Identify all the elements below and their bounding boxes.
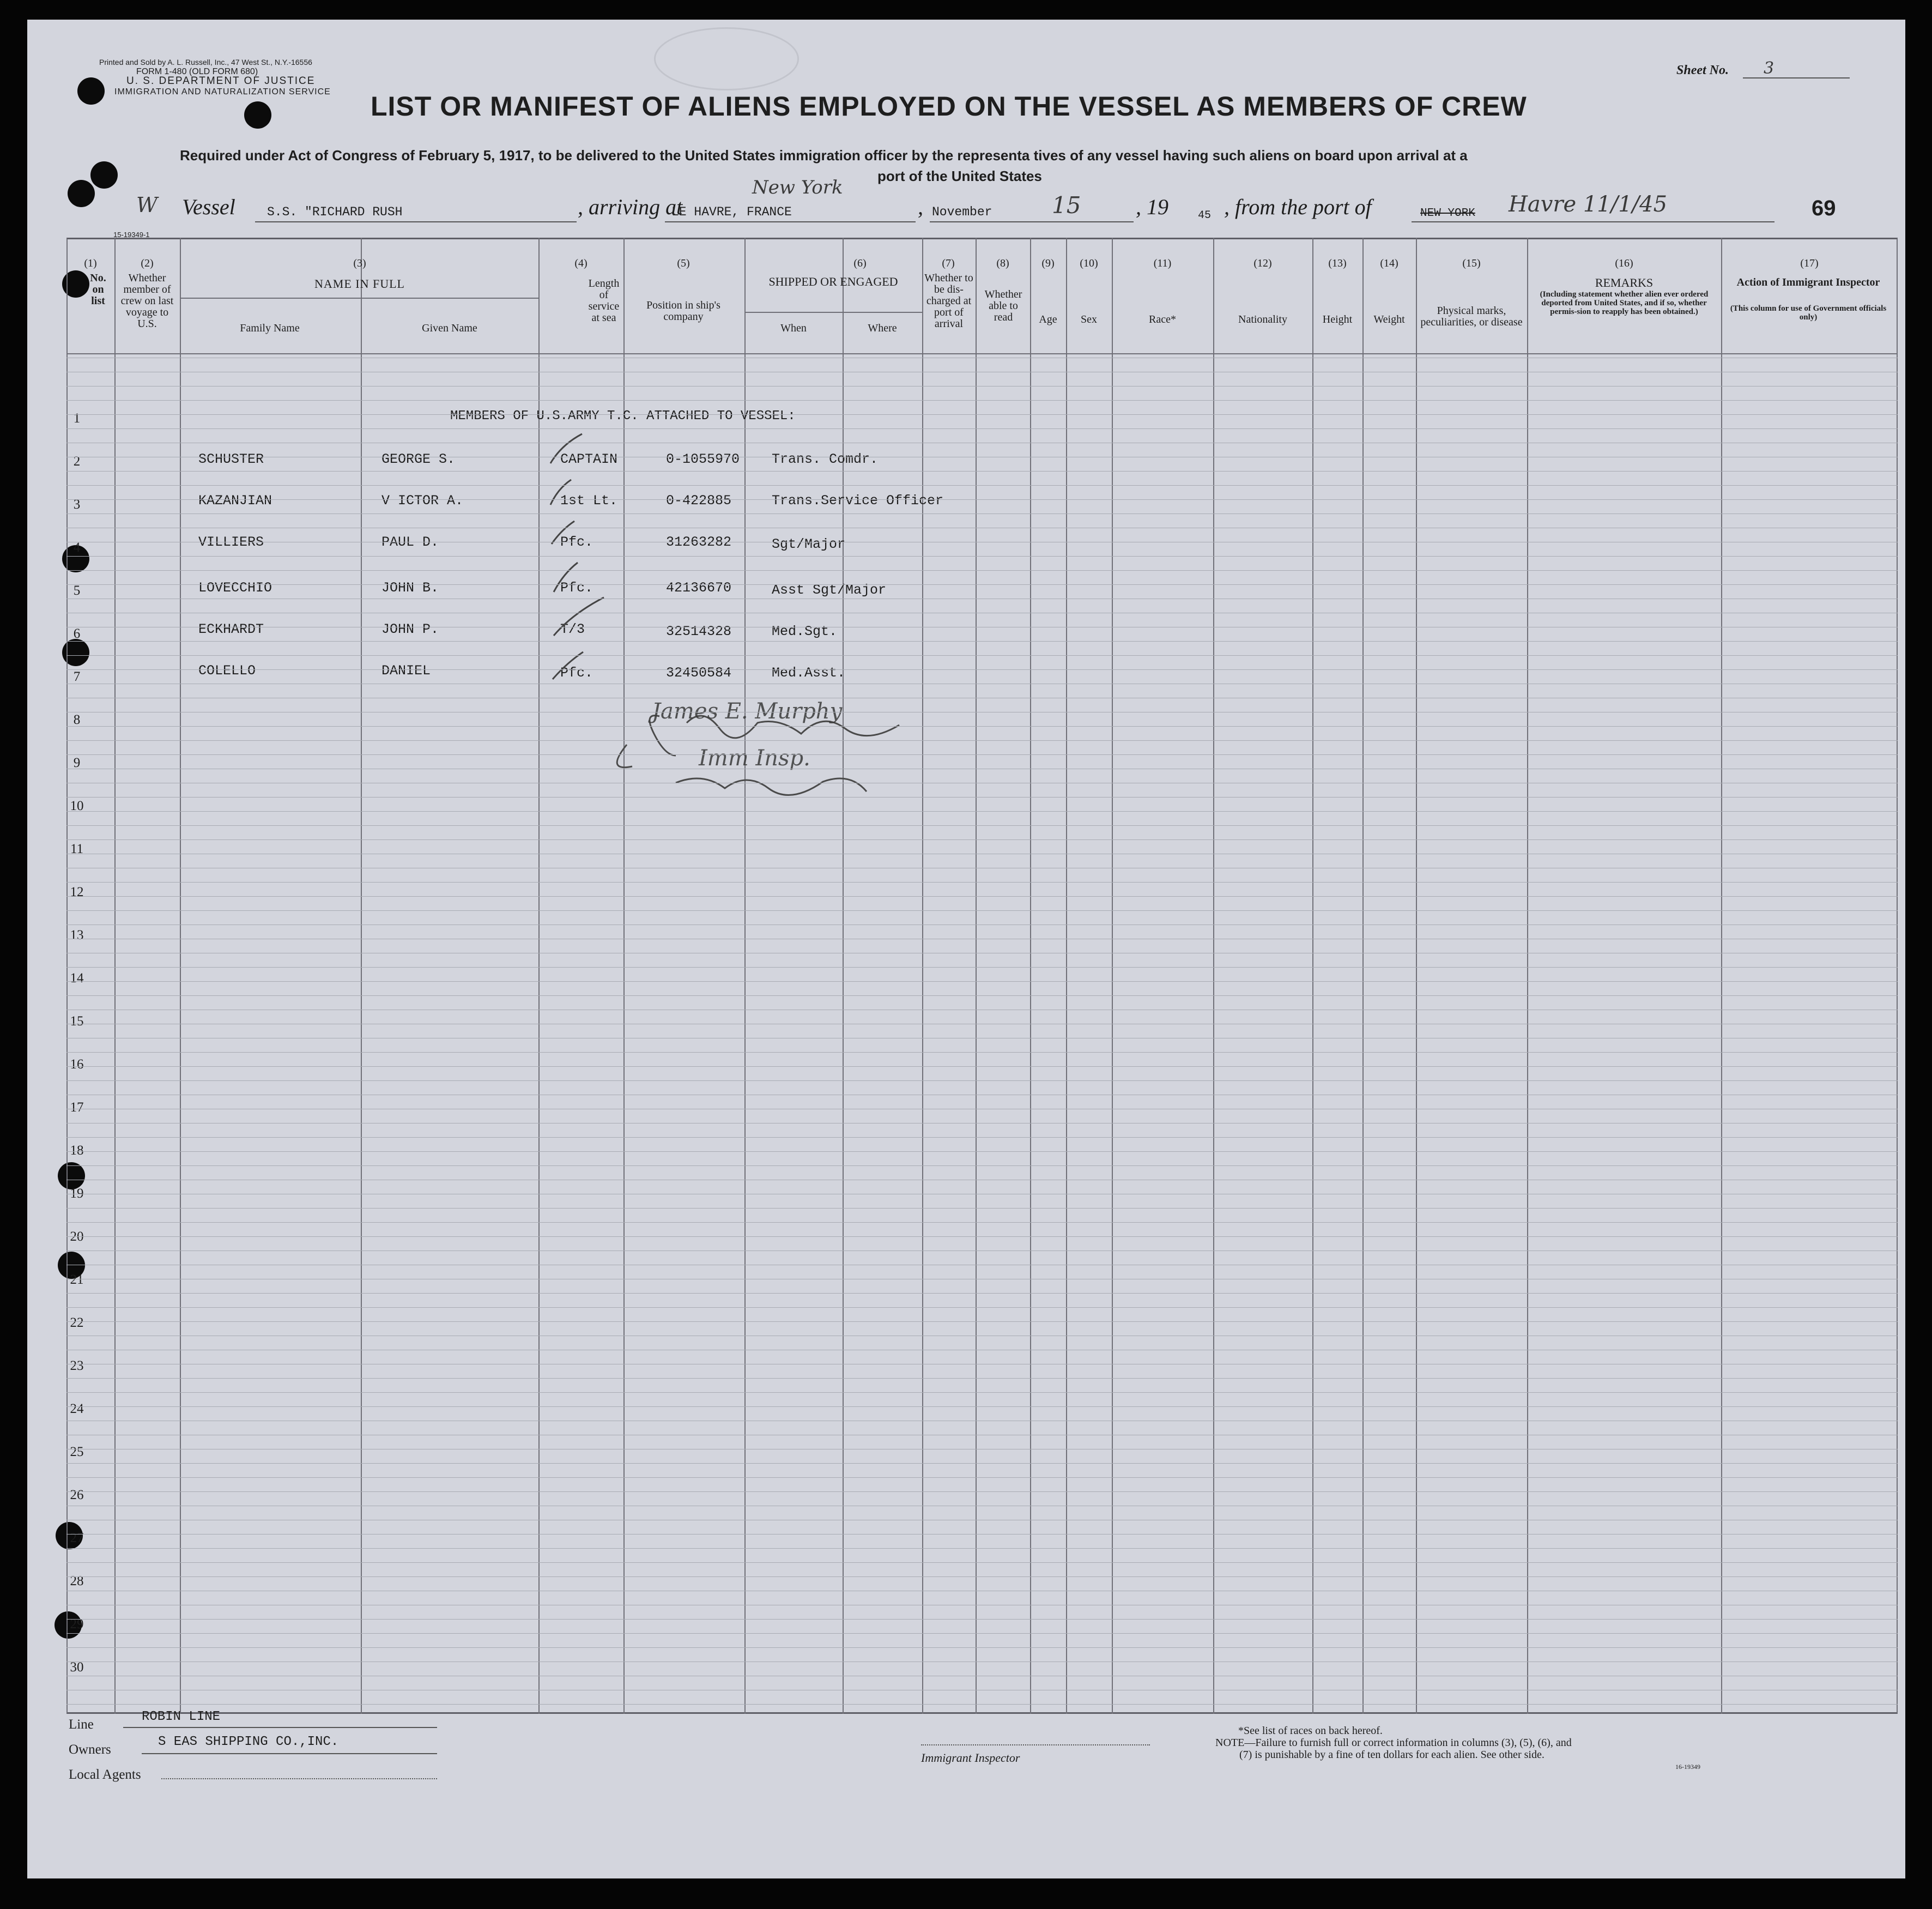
crew-position: Sgt/Major bbox=[772, 536, 846, 552]
col-17-number: (17) bbox=[1800, 257, 1819, 269]
col-3-number: (3) bbox=[353, 257, 366, 269]
ruled-line bbox=[66, 967, 1898, 968]
col-3-family-name: Family Name bbox=[240, 322, 300, 334]
ruled-line bbox=[66, 1647, 1898, 1648]
row-number: 17 bbox=[70, 1100, 84, 1115]
row-number: 23 bbox=[70, 1358, 84, 1373]
row-number: 8 bbox=[73, 712, 81, 727]
ruled-line bbox=[66, 1307, 1898, 1308]
footer-form-number: 16-19349 bbox=[1675, 1763, 1700, 1771]
col-12-label: Nationality bbox=[1238, 313, 1287, 325]
col-6-where: Where bbox=[868, 322, 897, 334]
ruled-line bbox=[66, 1548, 1898, 1549]
ruled-line bbox=[66, 726, 1898, 727]
row-number: 1 bbox=[73, 411, 81, 426]
row-number: 30 bbox=[70, 1660, 84, 1675]
section-heading: MEMBERS OF U.S.ARMY T.C. ATTACHED TO VESSEL: bbox=[450, 409, 796, 424]
row-number: 21 bbox=[70, 1272, 84, 1287]
form-number: FORM 1-480 (OLD FORM 680) bbox=[136, 67, 258, 76]
printer-info: Printed and Sold by A. L. Russell, Inc., 47 West St., N.Y.-16556 bbox=[99, 58, 312, 67]
col-9-number: (9) bbox=[1041, 257, 1055, 269]
crew-given-name: GEORGE S. bbox=[381, 451, 456, 467]
ruled-line bbox=[66, 811, 1898, 812]
arrival-year: 45 bbox=[1198, 209, 1212, 222]
crew-serial: 31263282 bbox=[666, 534, 732, 550]
crew-serial: 0-1055970 bbox=[666, 451, 740, 467]
row-number: 6 bbox=[73, 626, 81, 641]
ruled-line bbox=[66, 754, 1898, 755]
row-number: 25 bbox=[70, 1445, 84, 1459]
arriving-port: LE HAVRE, FRANCE bbox=[671, 205, 792, 219]
row-number: 20 bbox=[70, 1229, 84, 1244]
ruled-line bbox=[66, 1704, 1898, 1705]
ruled-line bbox=[66, 1534, 1898, 1535]
ruled-line bbox=[66, 584, 1898, 585]
crew-serial: 0-422885 bbox=[666, 493, 732, 509]
crew-family-name: VILLIERS bbox=[198, 534, 264, 550]
col-12-number: (12) bbox=[1253, 257, 1272, 269]
form-code: 15-19349-1 bbox=[113, 231, 150, 239]
pencil-check-marks bbox=[540, 423, 638, 706]
crew-given-name: V ICTOR A. bbox=[381, 493, 464, 509]
ruled-line bbox=[66, 740, 1898, 741]
ruled-line bbox=[66, 1236, 1898, 1237]
col-16-note: (Including statement whether alien ever ordered deported from United States, and if so, whether permis-sion to reapply has been obtained.) bbox=[1540, 290, 1709, 316]
penalty-note-line-2: (7) is punishable by a fine of ten dollars for each alien. See other side. bbox=[1239, 1749, 1545, 1761]
crew-position: Trans. Comdr. bbox=[772, 451, 879, 467]
ruled-line bbox=[66, 1080, 1898, 1081]
row-number: 3 bbox=[73, 497, 81, 512]
ruled-line bbox=[66, 1463, 1898, 1464]
manifest-table bbox=[66, 238, 1898, 1714]
col-14-label: Weight bbox=[1373, 313, 1405, 325]
requirement-line-1: Required under Act of Congress of February 5, 1917, to be delivered to the United States immigration officer by the representa tives of any vessel having such aliens on board upon arrival at a bbox=[180, 147, 1468, 164]
ruled-line bbox=[66, 570, 1898, 571]
ruled-line bbox=[66, 1165, 1898, 1166]
col-13-label: Height bbox=[1322, 313, 1353, 325]
col-3-label: NAME IN FULL bbox=[314, 277, 405, 291]
from-port-handwritten: Havre 11/1/45 bbox=[1509, 192, 1668, 217]
arriving-handwritten: New York bbox=[752, 177, 843, 198]
binder-hole bbox=[244, 101, 271, 129]
ruled-line bbox=[66, 556, 1898, 557]
ruled-line bbox=[66, 1633, 1898, 1634]
col-8-number: (8) bbox=[996, 257, 1009, 269]
ruled-line bbox=[66, 1406, 1898, 1407]
ruled-line bbox=[66, 882, 1898, 883]
crew-family-name: KAZANJIAN bbox=[198, 493, 272, 509]
col-1-number: (1) bbox=[84, 257, 97, 269]
col-7-number: (7) bbox=[942, 257, 955, 269]
year-prefix: , 19 bbox=[1136, 195, 1168, 219]
crew-given-name: JOHN B. bbox=[381, 580, 439, 596]
ruled-line bbox=[66, 669, 1898, 670]
local-agents-label: Local Agents bbox=[69, 1767, 141, 1782]
crew-rank: 1st Lt. bbox=[560, 493, 618, 509]
ruled-line bbox=[66, 1576, 1898, 1577]
col-7-label: Whether to be dis-charged at port of arrival bbox=[924, 272, 973, 330]
crew-rank: Pfc. bbox=[560, 534, 593, 550]
ruled-line bbox=[66, 1137, 1898, 1138]
col-17-note: (This column for use of Government officials only) bbox=[1730, 304, 1887, 322]
row-number: 18 bbox=[70, 1143, 84, 1158]
col-15-label: Physical marks, peculiarities, or disease bbox=[1420, 305, 1523, 328]
col-5-label: Position in ship's company bbox=[646, 299, 720, 323]
row-number: 11 bbox=[70, 842, 84, 856]
requirement-line-2: port of the United States bbox=[877, 168, 1042, 184]
ruled-line bbox=[66, 995, 1898, 996]
row-number: 26 bbox=[70, 1488, 84, 1502]
ruled-line bbox=[66, 1392, 1898, 1393]
faint-stamp bbox=[654, 27, 799, 90]
crew-rank: Pfc. bbox=[560, 580, 593, 596]
crew-family-name: LOVECCHIO bbox=[198, 580, 272, 596]
sheet-number: 3 bbox=[1764, 59, 1774, 78]
binder-hole bbox=[77, 77, 105, 105]
col-4-label: Length of service at sea bbox=[588, 277, 620, 324]
binder-hole bbox=[68, 180, 95, 207]
binder-hole bbox=[90, 161, 118, 189]
col-14-number: (14) bbox=[1380, 257, 1398, 269]
col-4-number: (4) bbox=[574, 257, 588, 269]
crew-rank: CAPTAIN bbox=[560, 451, 618, 467]
department-name: U. S. DEPARTMENT OF JUSTICE bbox=[126, 75, 316, 87]
col-17-label: Action of Immigrant Inspector bbox=[1736, 276, 1880, 288]
owners-label: Owners bbox=[69, 1742, 111, 1757]
col-16-number: (16) bbox=[1615, 257, 1633, 269]
row-number: 15 bbox=[70, 1014, 84, 1029]
ruled-line bbox=[66, 1052, 1898, 1053]
crew-serial: 42136670 bbox=[666, 580, 732, 596]
line-value: ROBIN LINE bbox=[142, 1709, 221, 1724]
vessel-label: Vessel bbox=[182, 195, 235, 219]
crew-position: Asst Sgt/Major bbox=[772, 582, 887, 598]
col-16-label: REMARKS bbox=[1595, 276, 1654, 289]
row-number: 29 bbox=[70, 1617, 84, 1632]
row-number: 14 bbox=[70, 971, 84, 986]
crew-position: Med.Sgt. bbox=[772, 624, 838, 639]
col-3-given-name: Given Name bbox=[422, 322, 477, 334]
ruled-line bbox=[66, 839, 1898, 840]
row-number: 4 bbox=[73, 540, 81, 555]
ruled-line bbox=[66, 485, 1898, 486]
ruled-line bbox=[66, 1321, 1898, 1322]
race-note: *See list of races on back hereof. bbox=[1238, 1725, 1383, 1737]
ruled-line bbox=[66, 1293, 1898, 1294]
arriving-label: , arriving at bbox=[578, 195, 683, 219]
row-number: 16 bbox=[70, 1057, 84, 1072]
row-number: 10 bbox=[70, 799, 84, 813]
crew-position: Med.Asst. bbox=[772, 665, 846, 681]
ruled-line bbox=[66, 896, 1898, 897]
crew-given-name: DANIEL bbox=[381, 663, 431, 679]
col-1-label: No. on list bbox=[90, 272, 106, 307]
ruled-line bbox=[66, 910, 1898, 911]
col-2-label: Whether member of crew on last voyage to U.S. bbox=[120, 272, 174, 330]
row-number: 24 bbox=[70, 1401, 84, 1416]
crew-family-name: SCHUSTER bbox=[198, 451, 264, 467]
col-10-number: (10) bbox=[1080, 257, 1098, 269]
ruled-line bbox=[66, 1562, 1898, 1563]
crew-family-name: ECKHARDT bbox=[198, 621, 264, 637]
col-2-number: (2) bbox=[141, 257, 154, 269]
row-number: 13 bbox=[70, 928, 84, 943]
from-port: NEW YORK bbox=[1420, 207, 1475, 220]
vessel-name: S.S. "RICHARD RUSH bbox=[267, 205, 403, 219]
from-port-label: , from the port of bbox=[1224, 195, 1372, 219]
col-6-label: SHIPPED OR ENGAGED bbox=[768, 275, 898, 288]
row-number: 5 bbox=[73, 583, 81, 598]
crew-given-name: JOHN P. bbox=[381, 621, 439, 637]
ruled-line bbox=[66, 655, 1898, 656]
col-8-label: Whether able to read bbox=[984, 288, 1022, 323]
row-number: 27 bbox=[70, 1531, 84, 1545]
ruled-line bbox=[66, 428, 1898, 429]
ruled-line bbox=[66, 1250, 1898, 1251]
ruled-line bbox=[66, 471, 1898, 472]
col-13-number: (13) bbox=[1328, 257, 1347, 269]
col-6-when: When bbox=[780, 322, 807, 334]
crew-rank: T/3 bbox=[560, 621, 585, 637]
service-name: IMMIGRATION AND NATURALIZATION SERVICE bbox=[114, 87, 331, 96]
crew-given-name: PAUL D. bbox=[381, 534, 439, 550]
sheet-label: Sheet No. bbox=[1676, 63, 1729, 77]
col-15-number: (15) bbox=[1462, 257, 1481, 269]
crew-position: Trans.Service Officer bbox=[772, 493, 944, 509]
inspector-signature-title: Imm Insp. bbox=[699, 746, 810, 771]
crew-serial: 32450584 bbox=[666, 665, 732, 681]
immigrant-inspector-label: Immigrant Inspector bbox=[921, 1751, 1020, 1765]
row-number: 7 bbox=[73, 669, 81, 684]
row-number: 19 bbox=[70, 1186, 84, 1201]
row-number: 22 bbox=[70, 1315, 84, 1330]
ruled-line bbox=[66, 499, 1898, 500]
row-number: 9 bbox=[73, 756, 81, 770]
crew-serial: 32514328 bbox=[666, 624, 732, 639]
col-10-label: Sex bbox=[1081, 313, 1097, 325]
ruled-line bbox=[66, 1477, 1898, 1478]
col-11-number: (11) bbox=[1153, 257, 1172, 269]
col-5-number: (5) bbox=[677, 257, 690, 269]
owners-value: S EAS SHIPPING CO.,INC. bbox=[158, 1735, 339, 1749]
arrival-month: November bbox=[932, 205, 992, 219]
ruled-line bbox=[66, 1491, 1898, 1492]
ruled-line bbox=[66, 797, 1898, 798]
page-number: 69 bbox=[1812, 196, 1836, 220]
ruled-line bbox=[66, 1619, 1898, 1620]
ruled-line bbox=[66, 1378, 1898, 1379]
ruled-line bbox=[66, 400, 1898, 401]
penalty-note-line-1: NOTE—Failure to furnish full or correct information in columns (3), (5), (6), and bbox=[1215, 1737, 1572, 1749]
crew-rank: Pfc. bbox=[560, 665, 593, 681]
document-title: LIST OR MANIFEST OF ALIENS EMPLOYED ON THE VESSEL AS MEMBERS OF CREW bbox=[371, 91, 1527, 122]
ruled-line bbox=[66, 1208, 1898, 1209]
ruled-line bbox=[66, 1151, 1898, 1152]
ruled-line bbox=[66, 825, 1898, 826]
col-9-label: Age bbox=[1039, 313, 1057, 325]
row-number: 2 bbox=[73, 454, 81, 469]
crew-family-name: COLELLO bbox=[198, 663, 256, 679]
ruled-line bbox=[66, 641, 1898, 642]
manifest-sheet: Printed and Sold by A. L. Russell, Inc., 47 West St., N.Y.-16556 FORM 1-480 (OLD FORM 680) U. S. DEPARTMENT OF JUSTICE IMMIGRATION AND NATURALIZATION SERVICE Sheet No. 3 LIST OR MANIFEST OF ALIENS EMPLOYED ON THE VESSEL AS MEMBERS OF CREW Required under Act of Congress of February 5, 1917, to be delivered to the United States immigration officer by the representa tives of any vessel having such aliens on board upon arrival at a port of the United States W Vessel S.S. "RICHARD RUSH , arriving at New York LE HAVRE, FRANCE , November 15 , 19 45 , from the port of NEW YORK Havre 11/1/45 69 15-19349-1 (1) No. on list (2) Whether member of crew on last voyage to U.S. (3) NAME IN FULL Family Name Given Name (4) Length of service at sea (5) Position in ship's company (6) SHIPPED OR ENGAGED When Where (7) Whether to be dis-charged at port of arrival (8) Whether able to read (9) Age (10) Sex (11) Race* (12) Nationality (13) Height (14) Weight (15) Physical marks, peculiarities, or disease (16) REMARKS (Including statement whether alien ever ordered deported from United States, and if so, whether permis-sion to reapply has been obtained.) (17) Action of Immigrant Inspector (This column for use of Government officials only) MEMBERS OF U.S.ARMY T.C. ATTACHED TO VESSEL: SCHUSTER GEORGE S. CAPTAIN 0-1055970 Trans. Comdr. KAZANJIAN V ICTOR A. 1st Lt. 0-422885 Trans.Service Officer VILLIERS PAUL D. Pfc. 31263282 Sgt/Major LOVECCHIO JOHN B. Pfc. 42136670 Asst Sgt/Major ECKHARDT JOHN P. T/3 32514328 Med.Sgt. COLELLO DANIEL Pfc. 32450584 Med.Asst. James E. Murphy Imm Insp. Line ROBIN LINE Owners S EAS SHIPPING CO.,INC. Local Agents Immigrant Inspector *See list of races on back hereof. NOTE—Failure to furnish full or correct information in columns (3), (5), (6), and (7) is punishable by a fine of ten dollars for each alien. See other side. 16-19349 1 2 3 4 5 6 7 8 9 10 11 12 13 14 15 16 17 18 19 20 21 22 23 24 25 26 27 28 29 30 bbox=[27, 20, 1905, 1878]
margin-mark: W bbox=[136, 193, 158, 217]
row-number: 12 bbox=[70, 885, 84, 899]
ruled-line bbox=[66, 414, 1898, 415]
ruled-line bbox=[66, 981, 1898, 982]
inspector-signature-name: James E. Murphy bbox=[652, 699, 843, 724]
col-11-label: Race* bbox=[1149, 313, 1176, 325]
line-label: Line bbox=[69, 1717, 94, 1732]
col-6-number: (6) bbox=[853, 257, 867, 269]
row-number: 28 bbox=[70, 1574, 84, 1588]
ruled-line bbox=[66, 1222, 1898, 1223]
ruled-line bbox=[66, 1066, 1898, 1067]
arrival-day: 15 bbox=[1052, 192, 1081, 219]
